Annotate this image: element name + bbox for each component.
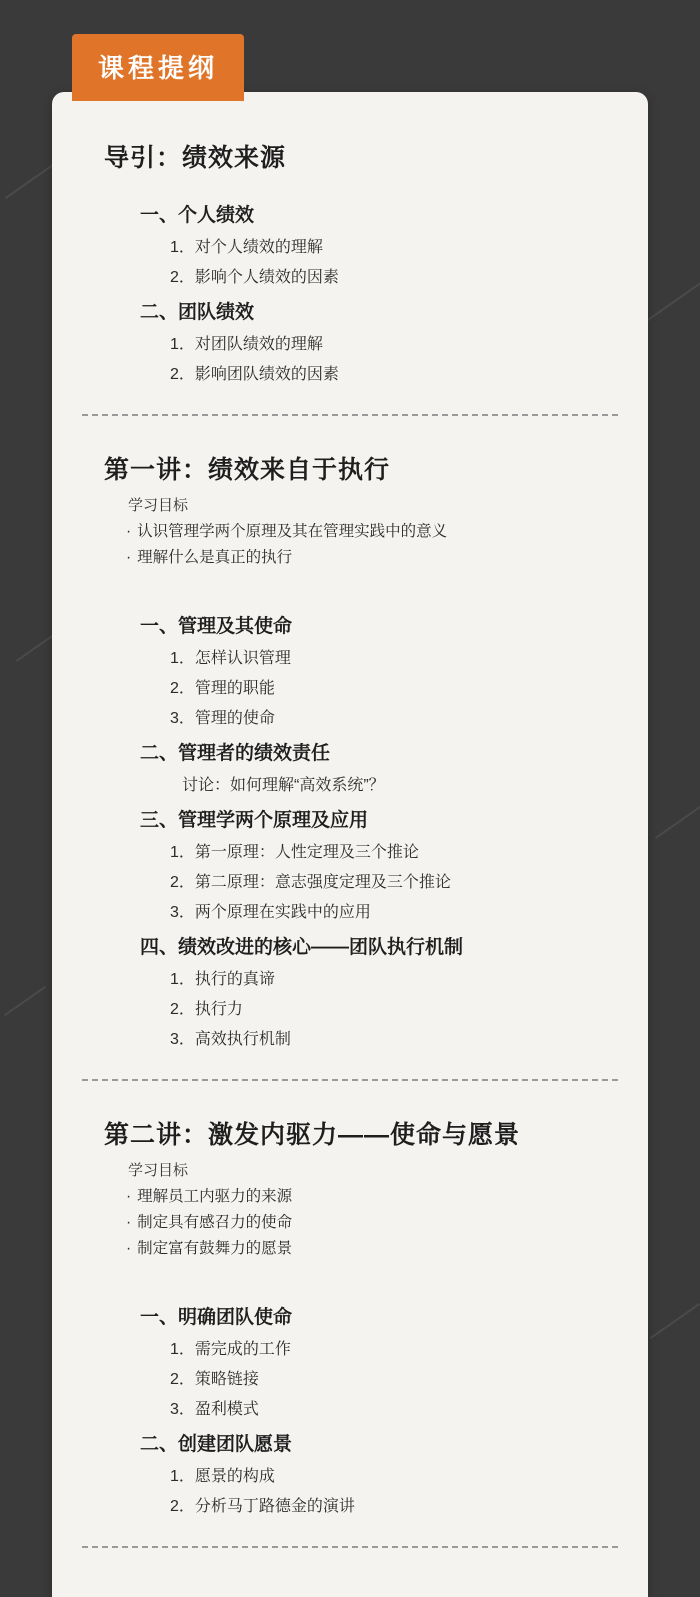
outline-item: 2．策略链接 [170, 1371, 259, 1388]
section-divider [82, 414, 618, 416]
group-heading: 二、管理者的绩效责任 [140, 743, 331, 764]
group-heading: 二、创建团队愿景 [140, 1434, 293, 1455]
section-title: 导引：绩效来源 [104, 144, 287, 172]
section-divider [82, 1079, 618, 1081]
learning-goal: · 理解什么是真正的执行 [126, 545, 618, 567]
background-stripe [4, 986, 46, 1016]
group-heading: 一、管理及其使命 [140, 616, 293, 637]
outline-item: 2．影响团队绩效的因素 [170, 366, 339, 383]
outline-item: 1．愿景的构成 [170, 1468, 275, 1485]
outline-item: 2．第二原理：意志强度定理及三个推论 [170, 874, 451, 891]
outline-item: 2．管理的职能 [170, 680, 275, 697]
section-title: 第一讲：绩效来自于执行 [104, 456, 391, 484]
outline-card [52, 92, 648, 1597]
outline-item: 1．对个人绩效的理解 [170, 239, 323, 256]
outline-section [82, 1115, 618, 1516]
outline-item: 2．执行力 [170, 1001, 243, 1018]
outline-item: 3．两个原理在实践中的应用 [170, 904, 371, 921]
outline-item: 1．需完成的工作 [170, 1341, 291, 1358]
section-divider [82, 1546, 618, 1548]
outline-item: 3．高效执行机制 [170, 1031, 291, 1048]
outline-item: 3．盈利模式 [170, 1401, 259, 1418]
learning-goal-label: 学习目标 [128, 497, 189, 514]
outline-item: 2．影响个人绩效的因素 [170, 269, 339, 286]
background-stripe [646, 280, 700, 322]
section-title: 第二讲：激发内驱力——使命与愿景 [104, 1121, 521, 1149]
background-stripe [655, 803, 700, 839]
outline-item: 1．第一原理：人性定理及三个推论 [170, 844, 419, 861]
outline-item: 2．分析马丁路德金的演讲 [170, 1498, 355, 1515]
learning-goal-label: 学习目标 [128, 1162, 189, 1179]
background-stripe [650, 1303, 700, 1339]
outline-item: 1．对团队绩效的理解 [170, 336, 323, 353]
learning-goal: · 认识管理学两个原理及其在管理实践中的意义 [126, 519, 618, 541]
group-heading: 三、管理学两个原理及应用 [140, 810, 369, 831]
outline-item: 3．管理的使命 [170, 710, 275, 727]
group-heading: 四、绩效改进的核心——团队执行机制 [140, 937, 464, 958]
learning-goal: · 制定富有鼓舞力的愿景 [126, 1236, 618, 1258]
learning-goal: · 制定具有感召力的使命 [126, 1210, 618, 1232]
discussion-note: 讨论：如何理解“高效系统”？ [182, 777, 385, 794]
outline-item: 1．怎样认识管理 [170, 650, 291, 667]
outline-section [82, 450, 618, 1049]
group-heading: 一、个人绩效 [140, 205, 255, 226]
group-heading: 一、明确团队使命 [140, 1307, 293, 1328]
outline-section [82, 138, 618, 384]
outline-item: 1．执行的真谛 [170, 971, 275, 988]
background-stripe [5, 163, 55, 199]
learning-goal: · 理解员工内驱力的来源 [126, 1184, 618, 1206]
group-heading: 二、团队绩效 [140, 302, 255, 323]
page-title-ribbon: 课程提纲 [72, 34, 244, 101]
